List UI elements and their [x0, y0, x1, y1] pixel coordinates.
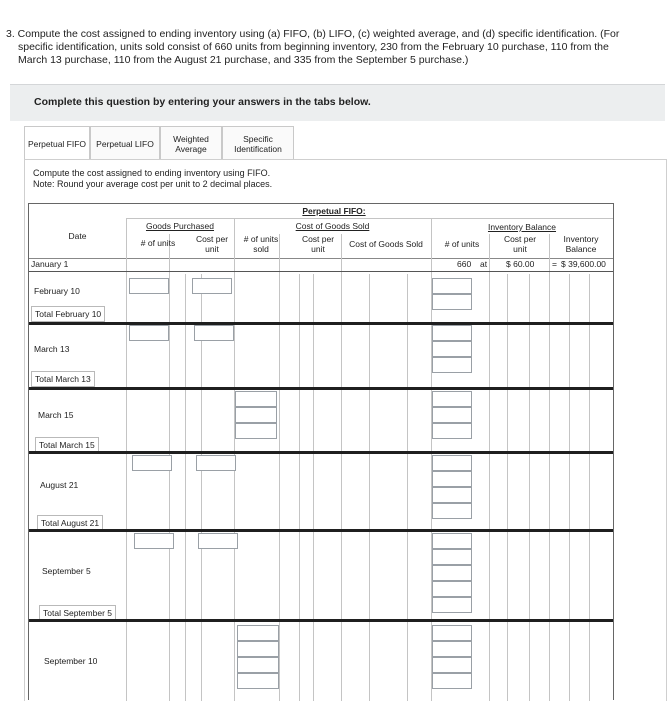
table-title: Perpetual FIFO: [302, 206, 366, 216]
question-line-2: specific identification, units sold consist of 660 units from beginning inventory, 230 from the February 10 purchase, 110 from the [18, 41, 609, 53]
instruction-banner [10, 84, 665, 121]
mar15-inv-input-3[interactable] [432, 423, 472, 439]
gp-units-header: # of units [140, 238, 176, 248]
sep10-inv-input-2[interactable] [432, 641, 472, 657]
row-august-21: August 21 [37, 478, 81, 492]
tab-label: Perpetual FIFO [27, 138, 87, 149]
mar15-inv-input-1[interactable] [432, 391, 472, 407]
aug21-inv-input-3[interactable] [432, 487, 472, 503]
mar13-cost-input[interactable] [194, 325, 234, 341]
jan-balance: $ 39,600.00 [561, 259, 606, 269]
aug21-inv-input-1[interactable] [432, 455, 472, 471]
mar15-sold-input-2[interactable] [235, 407, 277, 423]
instructions [33, 168, 272, 190]
mar13-units-input[interactable] [129, 325, 169, 341]
cogs-group-header: Cost of Goods Sold [295, 221, 370, 231]
sep5-inv-input-1[interactable] [432, 533, 472, 549]
sep10-sold-input-1[interactable] [237, 625, 279, 641]
tab-bar [24, 126, 294, 160]
sep5-cost-input[interactable] [198, 533, 238, 549]
tab-label: Specific Identification [234, 133, 282, 154]
row-february-10: February 10 [31, 284, 83, 298]
mar13-inv-input-2[interactable] [432, 341, 472, 357]
cogs-cost-header: Cost per unit [301, 234, 335, 254]
row-total-march-13: Total March 13 [31, 371, 95, 387]
feb10-inv-input-2[interactable] [432, 294, 472, 310]
sep5-inv-input-3[interactable] [432, 565, 472, 581]
mar15-inv-input-2[interactable] [432, 407, 472, 423]
cogs-units-header: # of units sold [243, 234, 279, 254]
january-1-label: January 1 [31, 259, 69, 269]
row-total-march-15: Total March 15 [35, 437, 99, 453]
sep5-units-input[interactable] [134, 533, 174, 549]
sep10-sold-input-2[interactable] [237, 641, 279, 657]
tab-label: Perpetual LIFO [96, 138, 154, 149]
tab-specific-identification[interactable] [222, 126, 294, 160]
fifo-table [28, 203, 614, 700]
row-september-5: September 5 [39, 564, 94, 578]
jan-units: 660 [457, 259, 472, 269]
goods-purchased-header: Goods Purchased [145, 221, 215, 231]
question-text [6, 28, 662, 67]
aug21-inv-input-4[interactable] [432, 503, 472, 519]
sep5-inv-input-2[interactable] [432, 549, 472, 565]
sep5-inv-input-5[interactable] [432, 597, 472, 613]
tab-label: Weighted Average [173, 133, 209, 154]
sep10-sold-input-3[interactable] [237, 657, 279, 673]
aug21-cost-input[interactable] [196, 455, 236, 471]
gp-cost-header: Cost per unit [195, 234, 229, 254]
mar15-sold-input-3[interactable] [235, 423, 277, 439]
row-total-august-21: Total August 21 [37, 515, 103, 531]
jan-eq: = [552, 259, 557, 269]
tab-weighted-average[interactable] [160, 126, 222, 160]
instruction-line-2: Note: Round your average cost per unit to 2 decimal places. [33, 179, 273, 189]
feb10-units-input[interactable] [129, 278, 169, 294]
date-header: Date [68, 231, 87, 241]
instruction-line-1: Compute the cost assigned to ending inventory using FIFO. [33, 168, 271, 178]
sep10-inv-input-4[interactable] [432, 673, 472, 689]
sep5-inv-input-4[interactable] [432, 581, 472, 597]
tab-perpetual-fifo[interactable] [24, 126, 90, 160]
cogs-total-header: Cost of Goods Sold [349, 239, 423, 249]
question-line-1: 3. Compute the cost assigned to ending inventory using (a) FIFO, (b) LIFO, (c) weighted average, and (d) specific identification. (For [6, 28, 620, 40]
sep10-sold-input-4[interactable] [237, 673, 279, 689]
inventory-balance-header: Inventory Balance [487, 222, 557, 232]
mar15-sold-input-1[interactable] [235, 391, 277, 407]
mar13-inv-input-3[interactable] [432, 357, 472, 373]
inv-balance-header: Inventory Balance [563, 234, 599, 254]
aug21-units-input[interactable] [132, 455, 172, 471]
row-total-september-5: Total September 5 [39, 605, 116, 621]
aug21-inv-input-2[interactable] [432, 471, 472, 487]
sep10-inv-input-1[interactable] [432, 625, 472, 641]
question-line-3: March 13 purchase, 110 from the August 21 purchase, and 335 from the September 5 purchase.) [18, 54, 469, 66]
mar13-inv-input-1[interactable] [432, 325, 472, 341]
sep10-inv-input-3[interactable] [432, 657, 472, 673]
jan-at: at [480, 259, 488, 269]
row-september-10: September 10 [41, 654, 100, 668]
row-march-13: March 13 [31, 342, 72, 356]
row-march-15: March 15 [35, 408, 76, 422]
feb10-inv-input-1[interactable] [432, 278, 472, 294]
inv-units-header: # of units [444, 239, 480, 249]
feb10-cost-input[interactable] [192, 278, 232, 294]
tab-perpetual-lifo[interactable] [90, 126, 160, 160]
row-total-february-10: Total February 10 [31, 306, 105, 322]
jan-cost: $ 60.00 [506, 259, 535, 269]
banner-text: Complete this question by entering your answers in the tabs below. [34, 96, 371, 108]
inv-cost-header: Cost per unit [503, 234, 537, 254]
